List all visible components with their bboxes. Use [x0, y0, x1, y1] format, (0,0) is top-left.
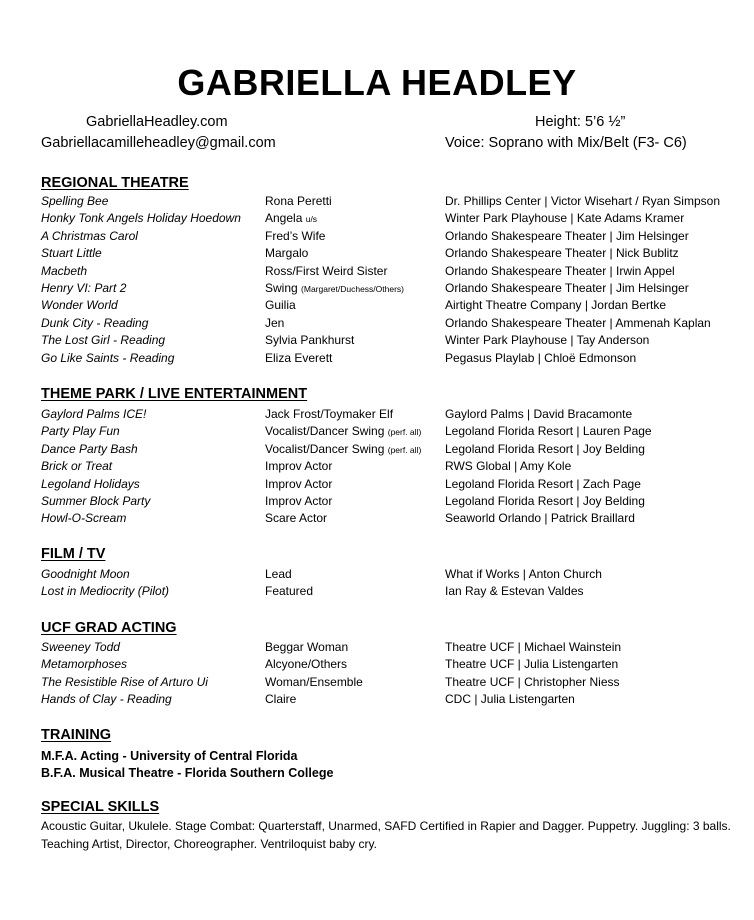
training-line: M.F.A. Acting - University of Central Florida: [41, 749, 298, 763]
credit-role-name: Jen: [265, 315, 285, 330]
credit-role-name: Claire: [265, 692, 297, 707]
credit-show: Macbeth: [41, 263, 88, 278]
credit-row: [0, 458, 754, 475]
credit-venue: Winter Park Playhouse | Kate Adams Kramer: [445, 211, 685, 226]
credit-show: The Lost Girl - Reading: [41, 333, 166, 348]
credit-role: [265, 210, 317, 228]
credit-row: [0, 228, 754, 245]
credit-show: Honky Tonk Angels Holiday Hoedown: [41, 211, 241, 226]
credit-venue: What if Works | Anton Church: [445, 567, 602, 581]
credit-show: Gaylord Palms ICE!: [41, 407, 147, 421]
credit-venue: RWS Global | Amy Kole: [445, 459, 572, 474]
credit-role-name: Fred’s Wife: [265, 228, 326, 243]
credit-venue: Legoland Florida Resort | Zach Page: [445, 476, 641, 491]
credit-show: Lost in Mediocrity (Pilot): [41, 584, 170, 599]
credit-role-name: Swing: [265, 281, 298, 295]
credit-role-name: Eliza Everett: [265, 350, 333, 365]
credit-role: [265, 315, 284, 332]
credit-show: Summer Block Party: [41, 494, 151, 508]
credit-row: [0, 674, 754, 691]
credit-row: [0, 656, 754, 673]
credit-role-note: u/s: [305, 214, 318, 225]
section-title-theme-park: THEME PARK / LIVE ENTERTAINMENT: [41, 386, 308, 402]
credit-venue: CDC | Julia Listengarten: [445, 692, 575, 707]
skills-line: Teaching Artist, Director, Choreographer. Ventriloquist baby cry.: [41, 837, 377, 851]
credit-role-name: Ross/First Weird Sister: [265, 263, 388, 278]
credit-venue: Seaworld Orlando | Patrick Braillard: [445, 511, 635, 526]
credit-show: Stuart Little: [41, 246, 102, 261]
credit-venue: Orlando Shakespeare Theater | Ammenah Kaplan: [445, 315, 711, 330]
credit-row: [0, 691, 754, 708]
credit-venue: Gaylord Palms | David Bracamonte: [445, 407, 633, 421]
credit-row: [0, 493, 754, 510]
credit-row: [0, 280, 754, 297]
credit-role: [265, 423, 421, 441]
credit-row: [0, 245, 754, 262]
credit-venue: Airtight Theatre Company | Jordan Bertke: [445, 298, 667, 313]
credit-role: [265, 441, 421, 459]
credit-role-name: Alcyone/Others: [265, 657, 348, 672]
credit-row: [0, 639, 754, 656]
credit-venue: Theatre UCF | Michael Wainstein: [445, 640, 622, 654]
credit-role: [265, 350, 332, 367]
credit-show: Dance Party Bash: [41, 441, 138, 456]
performer-name: GABRIELLA HEADLEY: [177, 62, 577, 103]
credit-row: [0, 210, 754, 227]
credit-role-note: (perf. all): [387, 427, 422, 438]
credit-show: Legoland Holidays: [41, 476, 140, 491]
credit-role: [265, 691, 296, 708]
credit-row: [0, 350, 754, 367]
credit-role-name: Improv Actor: [265, 476, 333, 491]
credit-venue: Ian Ray & Estevan Valdes: [445, 584, 584, 599]
credit-venue: Orlando Shakespeare Theater | Jim Helsinger: [445, 228, 689, 243]
credit-role-name: Margalo: [265, 246, 309, 261]
credit-show: Dunk City - Reading: [41, 315, 149, 330]
credit-role: [265, 245, 308, 262]
credit-show: The Resistible Rise of Arturo Ui: [41, 674, 208, 689]
credit-venue: Winter Park Playhouse | Tay Anderson: [445, 333, 650, 348]
section-title-ucf: UCF GRAD ACTING: [41, 620, 177, 636]
credit-venue: Legoland Florida Resort | Joy Belding: [445, 494, 645, 508]
credit-role-name: Jack Frost/Toymaker Elf: [265, 407, 394, 421]
credit-show: Henry VI: Part 2: [41, 281, 127, 295]
credit-row: [0, 510, 754, 527]
section-title-training: TRAINING: [41, 727, 112, 743]
credit-role-name: Guilia: [265, 298, 296, 313]
credit-venue: Legoland Florida Resort | Joy Belding: [445, 441, 645, 456]
credit-row: [0, 476, 754, 493]
section-title-film-tv: FILM / TV: [41, 546, 106, 562]
credit-show: Wonder World: [41, 298, 118, 313]
credit-venue: Pegasus Playlab | Chloë Edmonson: [445, 350, 637, 365]
credit-role: [265, 583, 313, 600]
credit-role: [265, 228, 325, 245]
credit-role-name: Vocalist/Dancer Swing: [265, 441, 385, 456]
credit-show: Howl-O-Scream: [41, 511, 127, 526]
credit-venue: Dr. Phillips Center | Victor Wisehart / Ryan Simpson: [445, 194, 720, 208]
credit-show: A Christmas Carol: [41, 228, 138, 243]
credit-show: Sweeney Todd: [41, 640, 120, 654]
training-line: B.F.A. Musical Theatre - Florida Southern College: [41, 766, 334, 780]
credit-role-name: Featured: [265, 584, 314, 599]
credit-venue: Orlando Shakespeare Theater | Irwin Appel: [445, 263, 675, 278]
credit-row: [0, 193, 754, 210]
credit-role-name: Woman/Ensemble: [265, 674, 363, 689]
credit-role-name: Angela: [265, 211, 303, 226]
credit-role: [265, 297, 296, 314]
credit-row: [0, 566, 754, 583]
credit-show: Brick or Treat: [41, 459, 113, 474]
credit-row: [0, 263, 754, 280]
credit-row: [0, 583, 754, 600]
credit-show: Goodnight Moon: [41, 567, 130, 581]
credit-show: Spelling Bee: [41, 194, 109, 208]
height-stat: Height: 5’6 ½”: [535, 114, 626, 130]
credit-role-name: Improv Actor: [265, 494, 333, 508]
credit-role: [265, 493, 332, 510]
credit-row: [0, 332, 754, 349]
credit-row: [0, 441, 754, 458]
email-link[interactable]: Gabriellacamilleheadley@gmail.com: [41, 135, 276, 151]
credit-role: [265, 332, 354, 349]
section-title-regional: REGIONAL THEATRE: [41, 175, 189, 191]
credit-role: [265, 639, 348, 656]
credit-role: [265, 656, 347, 673]
credit-venue: Theatre UCF | Christopher Niess: [445, 674, 620, 689]
credit-row: [0, 423, 754, 440]
credit-role: [265, 406, 393, 423]
credit-role: [265, 476, 332, 493]
credit-show: Party Play Fun: [41, 424, 120, 439]
section-title-skills: SPECIAL SKILLS: [41, 799, 160, 815]
credit-row: [0, 297, 754, 314]
credit-role-name: Rona Peretti: [265, 194, 332, 208]
credit-show: Hands of Clay - Reading: [41, 692, 172, 707]
credit-row: [0, 315, 754, 332]
credit-role: [265, 263, 387, 280]
credit-venue: Legoland Florida Resort | Lauren Page: [445, 424, 652, 439]
credit-row: [0, 406, 754, 423]
credit-role: [265, 566, 292, 583]
credit-venue: Orlando Shakespeare Theater | Jim Helsinger: [445, 281, 689, 295]
credit-role: [265, 674, 363, 691]
credit-role: [265, 458, 332, 475]
credit-show: Go Like Saints - Reading: [41, 350, 175, 365]
credit-role-name: Vocalist/Dancer Swing: [265, 424, 385, 439]
credit-role-name: Scare Actor: [265, 511, 328, 526]
credit-show: Metamorphoses: [41, 657, 128, 672]
credit-role-note: (perf. all): [387, 444, 422, 455]
credit-role: [265, 510, 327, 527]
credit-role-name: Improv Actor: [265, 459, 333, 474]
skills-line: Acoustic Guitar, Ukulele. Stage Combat: Quarterstaff, Unarmed, SAFD Certified in Rapier and Dagger. Puppetry. Juggling: 3 balls.: [41, 819, 731, 833]
credit-role: [265, 193, 332, 210]
credit-venue: Theatre UCF | Julia Listengarten: [445, 657, 619, 672]
credit-role-name: Sylvia Pankhurst: [265, 333, 355, 348]
credit-venue: Orlando Shakespeare Theater | Nick Bublitz: [445, 246, 679, 261]
credit-role-name: Beggar Woman: [265, 640, 349, 654]
credit-role-note: (Margaret/Duchess/Others): [301, 284, 405, 294]
voice-stat: Voice: Soprano with Mix/Belt (F3- C6): [445, 135, 687, 151]
credit-role: [265, 280, 404, 298]
website-link[interactable]: GabriellaHeadley.com: [86, 114, 228, 130]
credit-role-name: Lead: [265, 567, 292, 581]
